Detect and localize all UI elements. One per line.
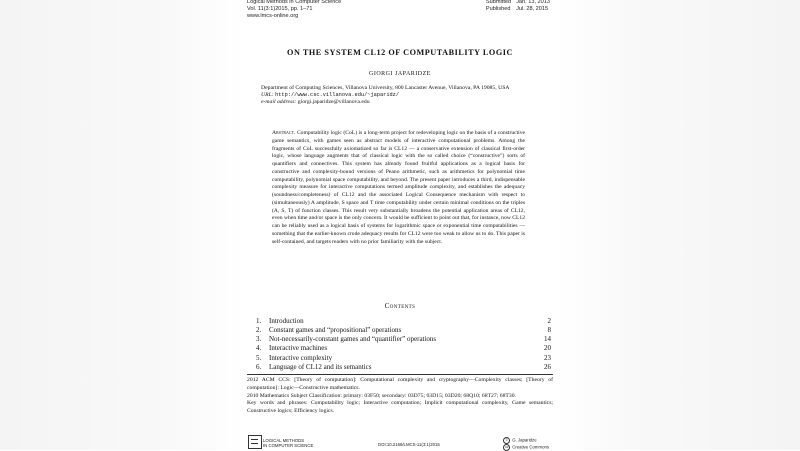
toc-number: 5. — [256, 353, 262, 362]
toc-page: 2 — [547, 317, 551, 325]
toc-page: 26 — [544, 362, 551, 371]
toc-number: 3. — [256, 335, 262, 344]
lmcs-logo-icon — [248, 435, 262, 449]
affiliation-url-line — [261, 92, 551, 99]
copyright-holder: G. Japaridze — [512, 437, 537, 443]
submitted-date: Jan. 13, 2013 — [516, 0, 550, 5]
toc-page: 20 — [544, 344, 551, 353]
footnote-rule — [247, 374, 553, 375]
submitted-label: Submitted — [485, 0, 512, 5]
toc-item[interactable] — [256, 344, 551, 353]
toc-item[interactable] — [256, 317, 551, 326]
affiliation-email-line — [261, 99, 551, 106]
affiliation-block — [261, 85, 551, 106]
toc-label: Language of CL12 and its semantics — [269, 362, 372, 371]
footnotes — [247, 377, 553, 416]
license-block — [503, 437, 549, 451]
toc-label: Constant games and “propositional” operations — [269, 326, 402, 335]
license-name: Creative Commons — [512, 444, 549, 450]
paper-author: GIORGI JAPARIDZE — [369, 71, 431, 77]
lmcs-logo-text — [263, 438, 313, 448]
abstract-label: Abstract. — [272, 130, 296, 136]
copyright-line — [503, 437, 549, 444]
contents-heading: Contents — [384, 302, 416, 310]
table-of-contents — [256, 317, 551, 372]
left-margin-background — [0, 0, 246, 450]
logo-line-1: LOGICAL METHODS — [263, 438, 305, 443]
logo-line-2: IN COMPUTER SCIENCE — [263, 443, 314, 448]
toc-item[interactable] — [256, 354, 551, 363]
published-label: Published — [485, 5, 511, 12]
toc-item[interactable] — [256, 363, 551, 372]
toc-label: Not-necessarily-constant games and “quantifier” operations — [269, 335, 437, 344]
toc-number: 2. — [256, 326, 262, 335]
creative-commons-icon: cc — [505, 445, 509, 449]
copyright-icon: © — [503, 437, 510, 444]
toc-label: Interactive complexity — [269, 353, 333, 362]
published-date: Jul. 28, 2015 — [516, 5, 549, 12]
dates-header — [481, 0, 550, 13]
keywords: Key words and phrases: Computability logic; Interactive computation; Implicit computational complexity, Game semantics; Constructive logics; Efficiency logics. — [247, 400, 553, 415]
journal-site: www.lmcs-online.org — [247, 12, 299, 19]
toc-number: 1. — [256, 317, 262, 325]
msc-classification: 2010 Mathematics Subject Classification: primary: 03F50; secondary: 03D75; 03D15; 03D20; 68Q10; 68T27; 68T30. — [247, 392, 517, 399]
author-email-link[interactable]: giorgi.japaridze@villanova.edu — [297, 99, 370, 106]
toc-item[interactable] — [256, 335, 551, 344]
paper-page — [247, 0, 553, 450]
abstract — [272, 130, 525, 246]
doi-link[interactable]: DOI:10.2168/LMCS-11(3:1)2015 — [378, 442, 440, 447]
toc-number: 6. — [256, 362, 262, 371]
toc-number: 4. — [256, 344, 262, 353]
right-margin-background — [554, 0, 800, 450]
journal-volume: Vol. 11(3:1)2015, pp. 1–71 — [247, 5, 313, 12]
author-url-link[interactable]: http://www.csc.villanova.edu/~japaridz/ — [275, 92, 400, 99]
journal-header — [247, 0, 341, 19]
toc-page: 8 — [547, 326, 551, 335]
toc-label: Interactive machines — [269, 344, 328, 353]
toc-label: Introduction — [269, 317, 304, 325]
url-label: URL: — [261, 92, 274, 99]
toc-item[interactable] — [256, 326, 551, 335]
email-label: e-mail address: — [261, 99, 297, 106]
toc-page: 23 — [544, 353, 551, 362]
paper-title: ON THE SYSTEM CL12 OF COMPUTABILITY LOGIC — [287, 48, 513, 57]
toc-page: 14 — [544, 335, 551, 344]
affiliation-dept: Department of Computing Sciences, Villanova University, 800 Lancaster Avenue, Villanova, PA 19085, USA — [261, 85, 510, 91]
acm-classification: 2012 ACM CCS: [Theory of computation]: Computational complexity and cryptography—Complexity classes; [Theory of computation]: Logic—Constructive mathematics. — [247, 377, 553, 391]
abstract-text: Computability logic (CoL) is a long-term project for redeveloping logic on the basis of a constructive game semantics, with games seen as abstract models of interactive computational problems. Among the fragments of CoL successfully axiomatized so far is CL12 — a conservative extension of classical first-order logic, whose language augments that of classical logic with the so called choice (“constructive”) sorts of quantifiers and connectives. This system has already found fruitful applications as a logical basis for constructive and complexity-bound versions of Peano arithmetic, such as arithmetics for polynomial time computability, polynomial space computability, and beyond. The present paper introduces a third, indispensable complexity measure for interactive computations termed amplitude complexity, and establishes the adequacy (soundness/completeness) of CL12 and the associated Logical Consequence mechanism with respect to (simultaneously) A amplitude, S space and T time computability under certain minimal conditions on the triples (A, S, T) of function classes. This result very substantially broadens the potential application areas of CL12, even when time and/or space is the only concern. It would be sufficient to point out that, for instance, now CL12 can be reliably used as a logical basis of systems for logarithmic space or exponential time computabilities — something that the earlier-known crude adequacy results for CL12 were too weak to allow us to do. This paper is self-contained, and targets readers with no prior familiarity with the subject. — [272, 130, 525, 245]
journal-name: Logical Methods in Computer Science — [247, 0, 342, 5]
